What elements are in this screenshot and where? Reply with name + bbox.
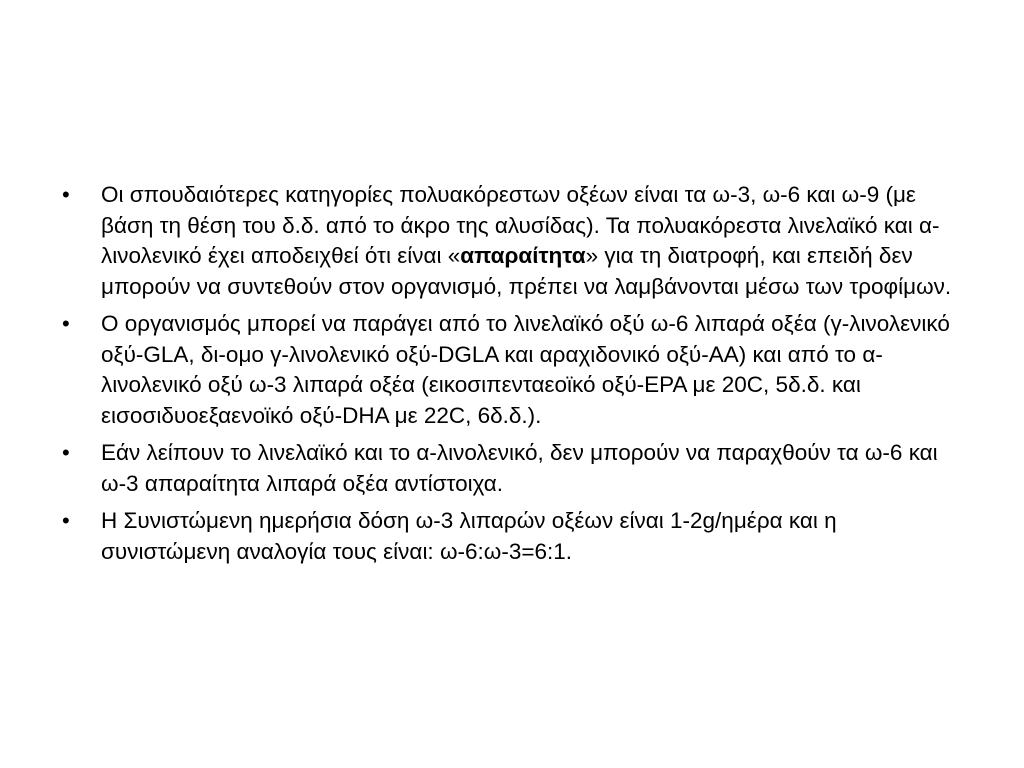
bullet-text: Η Συνιστώμενη ημερήσια δόση ω-3 λιπαρών οξέων είναι 1-2g/ημέρα και η συνιστώμενη αναλογία τους είναι: ω-6:ω-3=6:1. [101,508,837,564]
bullet-text: Εάν λείπουν το λινελαϊκό και το α-λινολενικό, δεν μπορούν να παραχθούν τα ω-6 και ω-3 απαραίτητα λιπαρά οξέα αντίστοιχα. [101,440,938,496]
bullet-list [62,180,962,574]
bullet-dot-icon: • [62,440,70,465]
bullet-text: Ο οργανισμός μπορεί να παράγει από το λινελαϊκό οξύ ω-6 λιπαρά οξέα (γ-λινολενικό οξύ-GLA, δι-ομο γ-λινολενικό οξύ-DGLA και αραχιδονικό οξύ-AA) και από το α-λινολενικό οξύ ω-3 λιπαρά οξέα (εικοσιπενταεοϊκό οξύ-EPA με 20C, 5δ.δ. και εισοσιδυοεξαενοϊκό οξύ-DHA με 22C, 6δ.δ.). [101,311,950,428]
bullet-item-2 [62,309,962,431]
bullet-text [101,182,951,299]
bullet-item-4 [62,506,962,567]
bullet-dot-icon: • [62,508,70,533]
bullet-dot-icon: • [62,311,70,336]
bullet-item-1 [62,180,962,302]
bullet-dot-icon: • [62,182,70,207]
bullet-text-part: Οι σπουδαιότερες κατηγορίες πολυακόρεστων οξέων είναι τα ω-3, ω-6 και ω-9 (με βάση τη θέση του δ.δ. από το άκρο της αλυσίδας). Τα πολυακόρεστα λινελαϊκό και α-λινολενικό έχει αποδειχθεί ότι είναι « [101,182,940,268]
bullet-item-3 [62,438,962,499]
bullet-text-part: » για τη διατροφή, και επειδή δεν μπορούν να συντεθούν στον οργανισμό, πρέπει να λαμβάνονται μέσω των τροφίμων. [101,243,952,299]
bullet-bold-term: απαραίτητα [460,243,586,268]
